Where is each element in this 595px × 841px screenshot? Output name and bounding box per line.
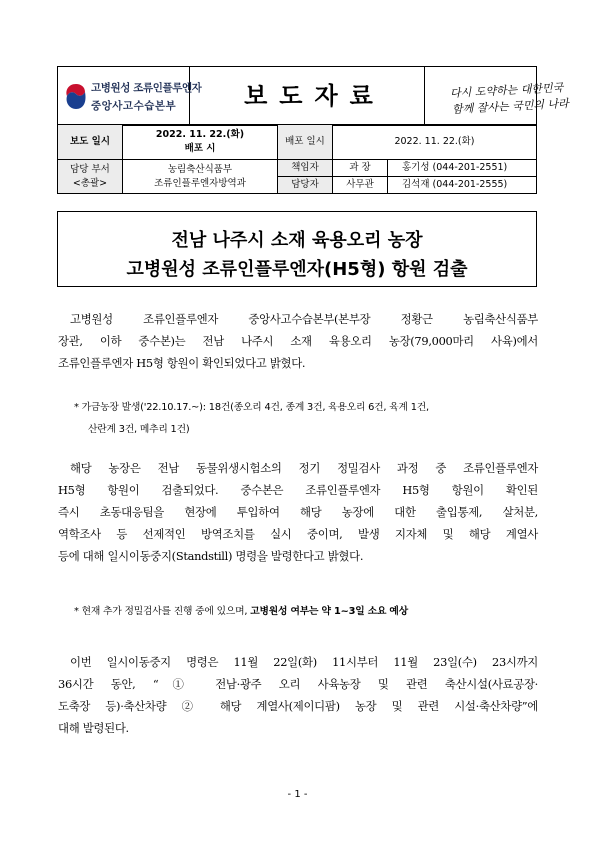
government-slogan (428, 67, 570, 125)
note-normal-text: * 현재 추가 정밀검사를 진행 중에 있으며, (74, 606, 251, 617)
staff-label: 담당자 (278, 177, 333, 194)
paragraph-line: 장관, 이하 중수본)는 전남 나주시 소재 육용오리 농장(79,000마리 사육)에서 (58, 334, 538, 348)
report-date-label: 보도 일시 (58, 125, 123, 160)
staff-contact: 김석재 (044-201-2555) (388, 177, 537, 194)
release-info-table (57, 124, 537, 194)
paragraph-line: 등에 대해 일시이동중지(Standstill) 명령을 발령한다고 밝혔다. (58, 549, 364, 563)
manager-title: 과 장 (333, 160, 388, 177)
slogan-line2: 함께 잘사는 국민의 나라 (451, 96, 570, 117)
note-bold-text: 고병원성 여부는 약 1~3일 소요 예상 (250, 606, 408, 617)
distribute-date-value: 2022. 11. 22.(화) (333, 125, 537, 160)
distribute-date-label: 배포 일시 (278, 125, 333, 160)
page-number: - 1 - (287, 789, 308, 800)
note-line (74, 601, 540, 623)
headline-line1: 전남 나주시 소재 육용오리 농장 (171, 230, 423, 251)
report-date-value: 2022. 11. 22.(화) (155, 129, 245, 140)
footnote-additional-test (74, 601, 540, 623)
footnote-outbreak-count (74, 397, 540, 441)
headline-line2: 고병원성 조류인플루엔자(H5형) 항원 검출 (126, 259, 468, 280)
manager-label: 책임자 (278, 160, 333, 177)
headline-box (57, 211, 537, 287)
note-line: * 가금농장 발생('22.10.17.~): 18건(종오리 4건, 종계 3건, 육용오리 6건, 육계 1건, (74, 402, 429, 413)
paragraph-line: 고병원성 조류인플루엔자 중앙사고수습본부(본부장 정황근 농림축산식품부 (70, 312, 538, 326)
paragraph-line: 도축장 등)·축산차량 ② 해당 계열사(제이디팜) 농장 및 관련 시설·축산차량”에 (58, 699, 538, 713)
paragraph-line: 역학조사 등 선제적인 방역조치를 실시 중이며, 발생 지자체 및 해당 계열사 (58, 527, 538, 541)
staff-title: 사무관 (333, 177, 388, 194)
dept-division: 조류인플루엔자방역과 (154, 177, 246, 189)
document-type-title: 보도자료 (193, 67, 425, 125)
dept-label-cell (58, 160, 123, 194)
taegeuk-emblem-icon (63, 81, 89, 111)
dept-label-sub: <총괄> (72, 177, 108, 189)
paragraph-line: 조류인플루엔자 H5형 항원이 확인되었다고 밝혔다. (58, 356, 306, 370)
paragraph-line: 대해 발령된다. (58, 721, 129, 735)
paragraph-line: 36시간 동안, “① 전남·광주 오리 사육농장 및 관련 축산시설(사료공장· (58, 677, 538, 691)
paragraph-line: 해당 농장은 전남 동물위생시험소의 정기 정밀검사 과정 중 조류인플루엔자 (70, 461, 538, 475)
report-date-cell (123, 125, 278, 160)
paragraph-line: H5형 항원이 검출되었다. 중수본은 조류인플루엔자 H5형 항원이 확인된 (58, 483, 538, 497)
slogan-line1: 다시 도약하는 대한민국 (449, 81, 564, 100)
body-paragraph-1 (58, 308, 538, 374)
dept-value-cell (123, 160, 278, 194)
press-release-header (57, 66, 570, 126)
manager-contact: 홍기성 (044-201-2551) (388, 160, 537, 177)
body-paragraph-3 (58, 651, 538, 739)
report-date-note: 배포 시 (184, 143, 216, 154)
org-logo-block (58, 67, 202, 125)
dept-label: 담당 부서 (70, 163, 110, 175)
note-line: 산란계 3건, 메추리 1건) (88, 424, 190, 435)
paragraph-line: 즉시 초동대응팀을 현장에 투입하여 해당 농장에 대한 출입통제, 살처분, (58, 505, 538, 519)
dept-ministry: 농림축산식품부 (167, 163, 233, 175)
body-paragraph-2 (58, 457, 538, 567)
org-name-line2: 중앙사고수습본부 (91, 100, 177, 112)
org-name-line1: 고병원성 조류인플루엔자 (91, 82, 202, 94)
paragraph-line: 이번 일시이동중지 명령은 11월 22일(화) 11시부터 11월 23일(수) 23시까지 (70, 655, 538, 669)
